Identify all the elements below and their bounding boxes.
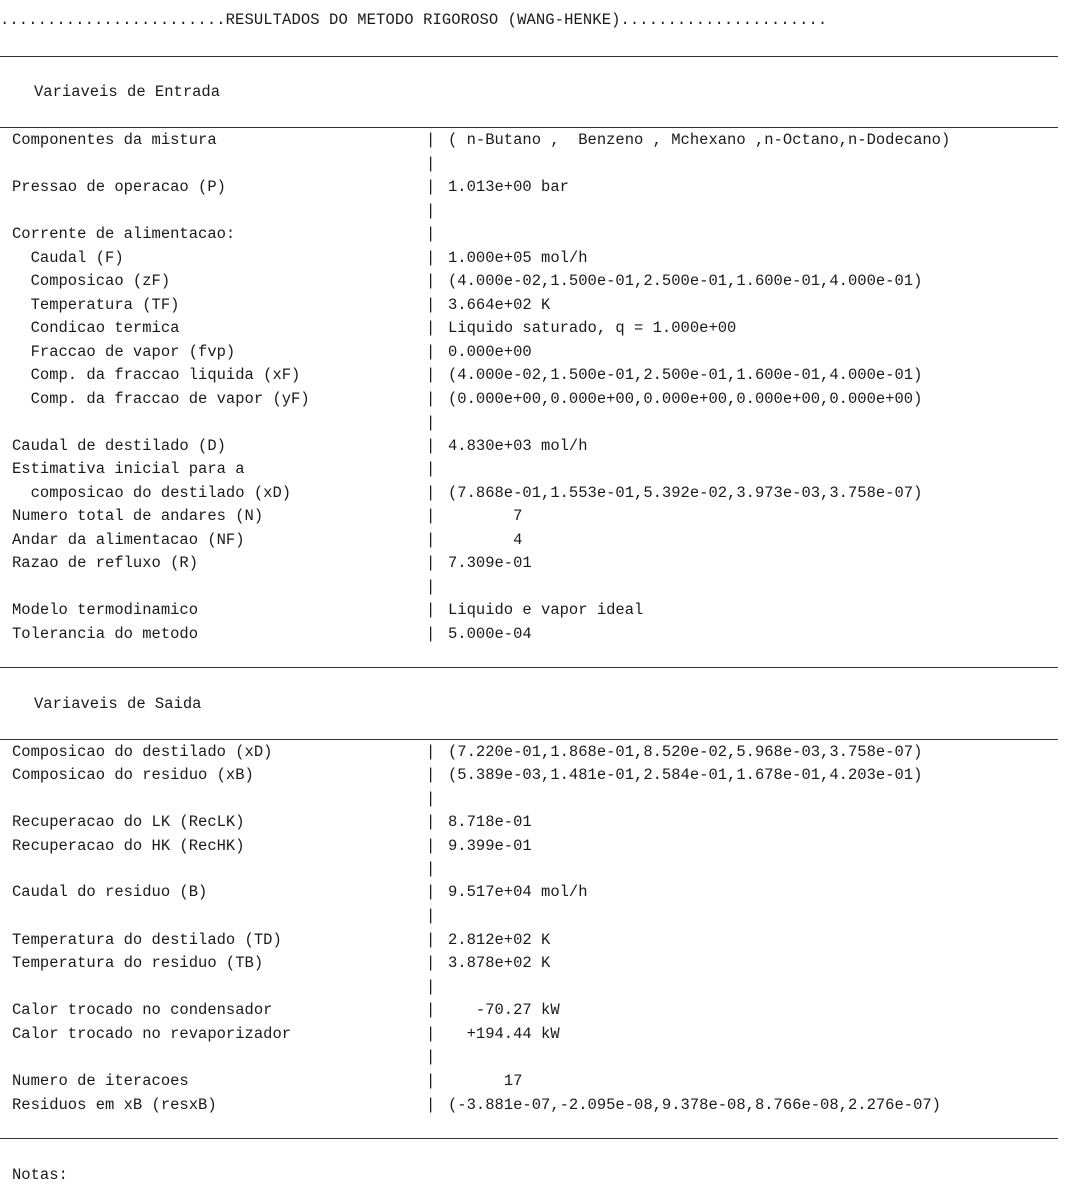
column-separator: |: [426, 907, 436, 925]
input-label-tolerance: Tolerancia do metodo: [12, 625, 199, 643]
input-value-tolerance: 5.000e-04: [448, 625, 532, 643]
input-label-feed-flow: Caudal (F): [12, 249, 124, 267]
output-label-residuals: Residuos em xB (resxB): [12, 1096, 217, 1114]
input-label-vapor-fraction: Fraccao de vapor (fvp): [12, 343, 236, 361]
input-value-distillate-composition: (7.868e-01,1.553e-01,5.392e-02,3.973e-03,3.758e-07): [448, 484, 923, 502]
column-separator: |: [426, 954, 436, 972]
input-label-total-stages: Numero total de andares (N): [12, 507, 264, 525]
column-separator: |: [426, 272, 436, 290]
input-label-thermo-model: Modelo termodinamico: [12, 601, 199, 619]
column-separator: |: [426, 249, 436, 267]
output-value-residuals: (-3.881e-07,-2.095e-08,9.378e-08,8.766e-08,2.276e-07): [448, 1096, 941, 1114]
input-label-reflux-ratio: Razao de refluxo (R): [12, 554, 199, 572]
input-label-liquid-composition: Comp. da fraccao liquida (xF): [12, 366, 301, 384]
output-label-distillate-composition: Composicao do destilado (xD): [12, 743, 273, 761]
column-separator: |: [426, 860, 436, 878]
report-title: ........................RESULTADOS DO METODO RIGOROSO (WANG-HENKE)......................: [0, 11, 828, 29]
input-value-thermal-condition: Liquido saturado, q = 1.000e+00: [448, 319, 737, 337]
output-value-recovery-lk: 8.718e-01: [448, 813, 532, 831]
input-value-thermo-model: Liquido e vapor ideal: [448, 601, 644, 619]
input-label-feed-temperature: Temperatura (TF): [12, 296, 180, 314]
column-separator: |: [426, 155, 436, 173]
column-separator: |: [426, 531, 436, 549]
input-value-distillate-flow: 4.830e+03 mol/h: [448, 437, 588, 455]
notes-label: Notas:: [12, 1166, 68, 1184]
output-section-heading: Variaveis de Saida: [34, 695, 202, 713]
input-value-vapor-fraction: 0.000e+00: [448, 343, 532, 361]
column-separator: |: [426, 1072, 436, 1090]
column-separator: |: [426, 766, 436, 784]
input-value-feed-temperature: 3.664e+02 K: [448, 296, 551, 314]
input-label-thermal-condition: Condicao termica: [12, 319, 180, 337]
output-value-bottoms-flow: 9.517e+04 mol/h: [448, 883, 588, 901]
column-separator: |: [426, 1001, 436, 1019]
column-separator: |: [426, 460, 436, 478]
divider-input-header: [0, 127, 1058, 128]
output-value-distillate-temperature: 2.812e+02 K: [448, 931, 551, 949]
column-separator: |: [426, 813, 436, 831]
column-separator: |: [426, 414, 436, 432]
output-value-distillate-composition: (7.220e-01,1.868e-01,8.520e-02,5.968e-03,3.758e-07): [448, 743, 923, 761]
output-label-distillate-temperature: Temperatura do destilado (TD): [12, 931, 282, 949]
input-section-heading: Variaveis de Entrada: [34, 83, 221, 101]
column-separator: |: [426, 178, 436, 196]
input-label-vapor-composition: Comp. da fraccao de vapor (yF): [12, 390, 310, 408]
column-separator: |: [426, 1025, 436, 1043]
column-separator: |: [426, 931, 436, 949]
column-separator: |: [426, 437, 436, 455]
input-value-reflux-ratio: 7.309e-01: [448, 554, 532, 572]
column-separator: |: [426, 790, 436, 808]
column-separator: |: [426, 554, 436, 572]
output-value-iterations: 17: [448, 1072, 523, 1090]
divider-input-end: [0, 667, 1058, 668]
input-label-initial-estimate: Estimativa inicial para a: [12, 460, 245, 478]
output-value-recovery-hk: 9.399e-01: [448, 837, 532, 855]
divider-output-header: [0, 739, 1058, 740]
output-value-bottoms-temperature: 3.878e+02 K: [448, 954, 551, 972]
output-value-bottoms-composition: (5.389e-03,1.481e-01,2.584e-01,1.678e-01,4.203e-01): [448, 766, 923, 784]
column-separator: |: [426, 578, 436, 596]
column-separator: |: [426, 837, 436, 855]
input-label-pressure: Pressao de operacao (P): [12, 178, 226, 196]
input-label-feed-composition: Composicao (zF): [12, 272, 171, 290]
column-separator: |: [426, 366, 436, 384]
input-label-distillate-composition: composicao do destilado (xD): [12, 484, 292, 502]
input-label-components: Componentes da mistura: [12, 131, 217, 149]
column-separator: |: [426, 743, 436, 761]
column-separator: |: [426, 225, 436, 243]
column-separator: |: [426, 131, 436, 149]
divider-output-end: [0, 1138, 1058, 1139]
column-separator: |: [426, 1096, 436, 1114]
input-label-feed-stream: Corrente de alimentacao:: [12, 225, 236, 243]
output-label-condenser-heat: Calor trocado no condensador: [12, 1001, 273, 1019]
column-separator: |: [426, 883, 436, 901]
column-separator: |: [426, 343, 436, 361]
input-label-feed-stage: Andar da alimentacao (NF): [12, 531, 245, 549]
input-value-liquid-composition: (4.000e-02,1.500e-01,2.500e-01,1.600e-01,4.000e-01): [448, 366, 923, 384]
input-value-total-stages: 7: [448, 507, 523, 525]
column-separator: |: [426, 601, 436, 619]
column-separator: |: [426, 390, 436, 408]
column-separator: |: [426, 484, 436, 502]
output-value-condenser-heat: -70.27 kW: [448, 1001, 560, 1019]
input-value-pressure: 1.013e+00 bar: [448, 178, 569, 196]
input-value-feed-stage: 4: [448, 531, 523, 549]
input-value-feed-composition: (4.000e-02,1.500e-01,2.500e-01,1.600e-01,4.000e-01): [448, 272, 923, 290]
output-label-bottoms-flow: Caudal do residuo (B): [12, 883, 208, 901]
output-label-recovery-lk: Recuperacao do LK (RecLK): [12, 813, 245, 831]
column-separator: |: [426, 625, 436, 643]
column-separator: |: [426, 1048, 436, 1066]
output-value-reboiler-heat: +194.44 kW: [448, 1025, 560, 1043]
output-label-bottoms-temperature: Temperatura do residuo (TB): [12, 954, 264, 972]
output-label-reboiler-heat: Calor trocado no revaporizador: [12, 1025, 292, 1043]
output-label-iterations: Numero de iteracoes: [12, 1072, 189, 1090]
column-separator: |: [426, 319, 436, 337]
divider-top: [0, 56, 1058, 57]
input-value-components: ( n-Butano , Benzeno , Mchexano ,n-Octano,n-Dodecano): [448, 131, 951, 149]
column-separator: |: [426, 978, 436, 996]
input-value-vapor-composition: (0.000e+00,0.000e+00,0.000e+00,0.000e+00,0.000e+00): [448, 390, 923, 408]
column-separator: |: [426, 507, 436, 525]
input-value-feed-flow: 1.000e+05 mol/h: [448, 249, 588, 267]
column-separator: |: [426, 202, 436, 220]
column-separator: |: [426, 296, 436, 314]
input-label-distillate-flow: Caudal de destilado (D): [12, 437, 226, 455]
output-label-recovery-hk: Recuperacao do HK (RecHK): [12, 837, 245, 855]
output-label-bottoms-composition: Composicao do residuo (xB): [12, 766, 254, 784]
